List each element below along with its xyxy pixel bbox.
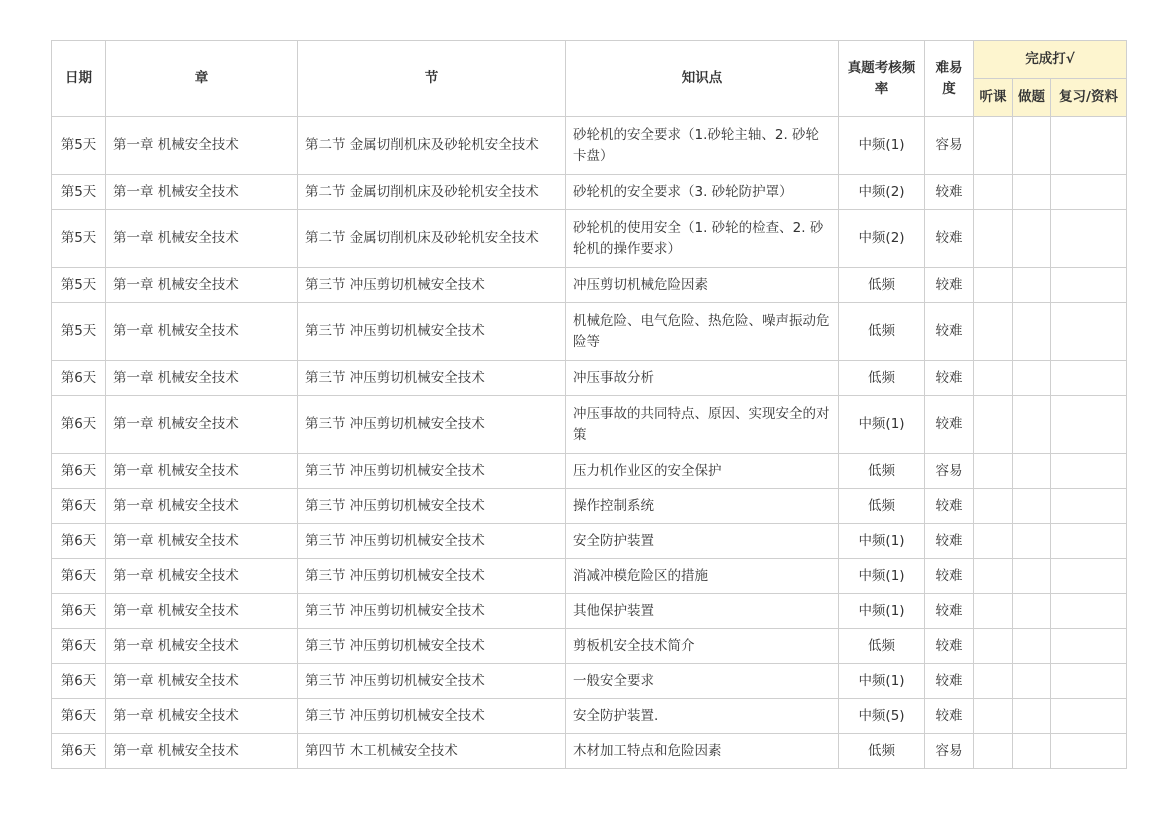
review-check-cell[interactable] [1051, 268, 1127, 303]
date-cell: 第6天 [52, 734, 106, 769]
review-check-cell[interactable] [1051, 454, 1127, 489]
listen-check-cell[interactable] [974, 489, 1013, 524]
review-check-cell[interactable] [1051, 629, 1127, 664]
practice-check-cell[interactable] [1013, 489, 1051, 524]
topic-cell: 冲压剪切机械危险因素 [566, 268, 839, 303]
practice-check-cell[interactable] [1013, 594, 1051, 629]
frequency-cell: 中频(2) [839, 175, 925, 210]
date-cell: 第5天 [52, 268, 106, 303]
section-cell: 第三节 冲压剪切机械安全技术 [298, 396, 566, 454]
difficulty-cell: 较难 [925, 629, 974, 664]
table-row [52, 175, 1127, 210]
section-cell: 第二节 金属切削机床及砂轮机安全技术 [298, 210, 566, 268]
table-row [52, 489, 1127, 524]
practice-check-cell[interactable] [1013, 734, 1051, 769]
listen-check-cell[interactable] [974, 396, 1013, 454]
table-row [52, 699, 1127, 734]
chapter-cell: 第一章 机械安全技术 [106, 489, 298, 524]
listen-check-cell[interactable] [974, 699, 1013, 734]
difficulty-cell: 较难 [925, 361, 974, 396]
chapter-cell: 第一章 机械安全技术 [106, 396, 298, 454]
listen-check-cell[interactable] [974, 175, 1013, 210]
practice-check-cell[interactable] [1013, 210, 1051, 268]
listen-check-cell[interactable] [974, 559, 1013, 594]
review-check-cell[interactable] [1051, 175, 1127, 210]
topic-cell: 砂轮机的安全要求（3. 砂轮防护罩） [566, 175, 839, 210]
review-check-cell[interactable] [1051, 117, 1127, 175]
topic-cell: 安全防护装置. [566, 699, 839, 734]
topic-cell: 压力机作业区的安全保护 [566, 454, 839, 489]
table-row [52, 210, 1127, 268]
difficulty-cell: 较难 [925, 396, 974, 454]
chapter-cell: 第一章 机械安全技术 [106, 117, 298, 175]
listen-check-cell[interactable] [974, 734, 1013, 769]
practice-check-cell[interactable] [1013, 524, 1051, 559]
section-cell: 第三节 冲压剪切机械安全技术 [298, 699, 566, 734]
header-date: 日期 [52, 41, 106, 117]
difficulty-cell: 较难 [925, 559, 974, 594]
chapter-cell: 第一章 机械安全技术 [106, 210, 298, 268]
section-cell: 第三节 冲压剪切机械安全技术 [298, 268, 566, 303]
listen-check-cell[interactable] [974, 117, 1013, 175]
difficulty-cell: 较难 [925, 699, 974, 734]
section-cell: 第三节 冲压剪切机械安全技术 [298, 629, 566, 664]
difficulty-cell: 较难 [925, 664, 974, 699]
table-row [52, 454, 1127, 489]
topic-cell: 机械危险、电气危险、热危险、噪声振动危险等 [566, 303, 839, 361]
frequency-cell: 中频(1) [839, 594, 925, 629]
date-cell: 第6天 [52, 454, 106, 489]
header-practice: 做题 [1013, 79, 1051, 117]
topic-cell: 砂轮机的使用安全（1. 砂轮的检查、2. 砂轮机的操作要求） [566, 210, 839, 268]
frequency-cell: 中频(1) [839, 559, 925, 594]
header-topic: 知识点 [566, 41, 839, 117]
chapter-cell: 第一章 机械安全技术 [106, 594, 298, 629]
date-cell: 第5天 [52, 303, 106, 361]
chapter-cell: 第一章 机械安全技术 [106, 268, 298, 303]
frequency-cell: 中频(1) [839, 117, 925, 175]
chapter-cell: 第一章 机械安全技术 [106, 175, 298, 210]
practice-check-cell[interactable] [1013, 303, 1051, 361]
date-cell: 第6天 [52, 524, 106, 559]
section-cell: 第三节 冲压剪切机械安全技术 [298, 664, 566, 699]
listen-check-cell[interactable] [974, 524, 1013, 559]
review-check-cell[interactable] [1051, 524, 1127, 559]
section-cell: 第三节 冲压剪切机械安全技术 [298, 361, 566, 396]
difficulty-cell: 较难 [925, 524, 974, 559]
header-completion: 完成打√ [974, 41, 1127, 79]
topic-cell: 消减冲模危险区的措施 [566, 559, 839, 594]
section-cell: 第三节 冲压剪切机械安全技术 [298, 303, 566, 361]
section-cell: 第三节 冲压剪切机械安全技术 [298, 559, 566, 594]
review-check-cell[interactable] [1051, 559, 1127, 594]
frequency-cell: 低频 [839, 734, 925, 769]
chapter-cell: 第一章 机械安全技术 [106, 361, 298, 396]
header-review: 复习/资料 [1051, 79, 1127, 117]
topic-cell: 操作控制系统 [566, 489, 839, 524]
table-row [52, 594, 1127, 629]
listen-check-cell[interactable] [974, 629, 1013, 664]
table-row [52, 268, 1127, 303]
difficulty-cell: 较难 [925, 594, 974, 629]
table-row [52, 664, 1127, 699]
practice-check-cell[interactable] [1013, 396, 1051, 454]
study-plan-table [51, 40, 1127, 769]
listen-check-cell[interactable] [974, 210, 1013, 268]
difficulty-cell: 较难 [925, 210, 974, 268]
difficulty-cell: 较难 [925, 489, 974, 524]
table-row [52, 396, 1127, 454]
header-listen: 听课 [974, 79, 1013, 117]
frequency-cell: 低频 [839, 303, 925, 361]
chapter-cell: 第一章 机械安全技术 [106, 454, 298, 489]
listen-check-cell[interactable] [974, 594, 1013, 629]
section-cell: 第四节 木工机械安全技术 [298, 734, 566, 769]
review-check-cell[interactable] [1051, 699, 1127, 734]
chapter-cell: 第一章 机械安全技术 [106, 629, 298, 664]
date-cell: 第6天 [52, 559, 106, 594]
topic-cell: 剪板机安全技术简介 [566, 629, 839, 664]
difficulty-cell: 较难 [925, 268, 974, 303]
review-check-cell[interactable] [1051, 210, 1127, 268]
practice-check-cell[interactable] [1013, 664, 1051, 699]
chapter-cell: 第一章 机械安全技术 [106, 303, 298, 361]
topic-cell: 砂轮机的安全要求（1.砂轮主轴、2. 砂轮卡盘） [566, 117, 839, 175]
practice-check-cell[interactable] [1013, 559, 1051, 594]
review-check-cell[interactable] [1051, 594, 1127, 629]
chapter-cell: 第一章 机械安全技术 [106, 699, 298, 734]
table-row [52, 361, 1127, 396]
listen-check-cell[interactable] [974, 303, 1013, 361]
date-cell: 第6天 [52, 396, 106, 454]
frequency-cell: 中频(5) [839, 699, 925, 734]
practice-check-cell[interactable] [1013, 361, 1051, 396]
table-row [52, 734, 1127, 769]
review-check-cell[interactable] [1051, 361, 1127, 396]
chapter-cell: 第一章 机械安全技术 [106, 559, 298, 594]
frequency-cell: 中频(2) [839, 210, 925, 268]
table-row [52, 303, 1127, 361]
review-check-cell[interactable] [1051, 664, 1127, 699]
frequency-cell: 低频 [839, 629, 925, 664]
section-cell: 第三节 冲压剪切机械安全技术 [298, 524, 566, 559]
topic-cell: 冲压事故分析 [566, 361, 839, 396]
section-cell: 第三节 冲压剪切机械安全技术 [298, 454, 566, 489]
frequency-cell: 低频 [839, 489, 925, 524]
difficulty-cell: 容易 [925, 117, 974, 175]
listen-check-cell[interactable] [974, 454, 1013, 489]
table-row [52, 117, 1127, 175]
difficulty-cell: 容易 [925, 454, 974, 489]
section-cell: 第二节 金属切削机床及砂轮机安全技术 [298, 175, 566, 210]
difficulty-cell: 容易 [925, 734, 974, 769]
header-difficulty: 难易度 [925, 41, 974, 117]
section-cell: 第三节 冲压剪切机械安全技术 [298, 594, 566, 629]
header-frequency: 真题考核频率 [839, 41, 925, 117]
practice-check-cell[interactable] [1013, 117, 1051, 175]
date-cell: 第6天 [52, 361, 106, 396]
section-cell: 第三节 冲压剪切机械安全技术 [298, 489, 566, 524]
review-check-cell[interactable] [1051, 734, 1127, 769]
listen-check-cell[interactable] [974, 361, 1013, 396]
listen-check-cell[interactable] [974, 268, 1013, 303]
topic-cell: 一般安全要求 [566, 664, 839, 699]
topic-cell: 安全防护装置 [566, 524, 839, 559]
date-cell: 第6天 [52, 489, 106, 524]
listen-check-cell[interactable] [974, 664, 1013, 699]
topic-cell: 冲压事故的共同特点、原因、实现安全的对策 [566, 396, 839, 454]
table-row [52, 629, 1127, 664]
header-chapter: 章 [106, 41, 298, 117]
practice-check-cell[interactable] [1013, 175, 1051, 210]
date-cell: 第6天 [52, 664, 106, 699]
date-cell: 第5天 [52, 175, 106, 210]
date-cell: 第5天 [52, 210, 106, 268]
practice-check-cell[interactable] [1013, 268, 1051, 303]
table-row [52, 524, 1127, 559]
frequency-cell: 中频(1) [839, 664, 925, 699]
frequency-cell: 低频 [839, 268, 925, 303]
date-cell: 第6天 [52, 629, 106, 664]
date-cell: 第6天 [52, 699, 106, 734]
topic-cell: 其他保护装置 [566, 594, 839, 629]
practice-check-cell[interactable] [1013, 699, 1051, 734]
frequency-cell: 中频(1) [839, 396, 925, 454]
review-check-cell[interactable] [1051, 396, 1127, 454]
section-cell: 第二节 金属切削机床及砂轮机安全技术 [298, 117, 566, 175]
frequency-cell: 中频(1) [839, 524, 925, 559]
chapter-cell: 第一章 机械安全技术 [106, 524, 298, 559]
table-row [52, 559, 1127, 594]
review-check-cell[interactable] [1051, 489, 1127, 524]
frequency-cell: 低频 [839, 361, 925, 396]
practice-check-cell[interactable] [1013, 454, 1051, 489]
topic-cell: 木材加工特点和危险因素 [566, 734, 839, 769]
frequency-cell: 低频 [839, 454, 925, 489]
date-cell: 第5天 [52, 117, 106, 175]
difficulty-cell: 较难 [925, 175, 974, 210]
difficulty-cell: 较难 [925, 303, 974, 361]
date-cell: 第6天 [52, 594, 106, 629]
review-check-cell[interactable] [1051, 303, 1127, 361]
header-section: 节 [298, 41, 566, 117]
chapter-cell: 第一章 机械安全技术 [106, 734, 298, 769]
practice-check-cell[interactable] [1013, 629, 1051, 664]
chapter-cell: 第一章 机械安全技术 [106, 664, 298, 699]
